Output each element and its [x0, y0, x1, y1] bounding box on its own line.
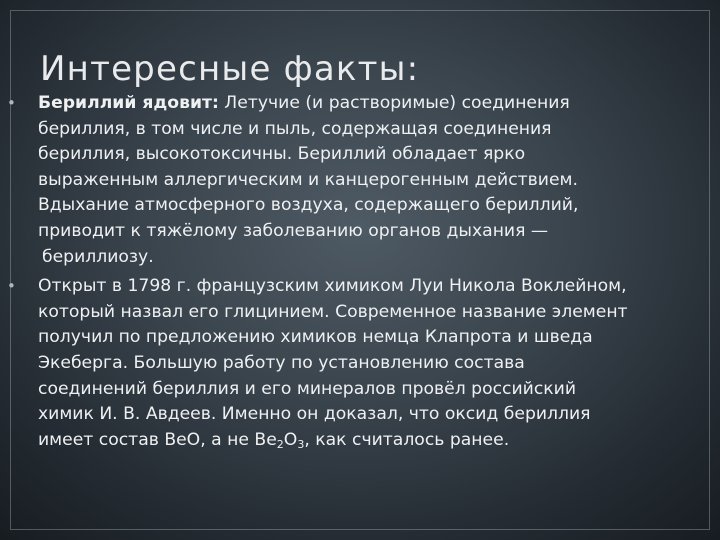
formula-subscript: 3	[297, 437, 305, 451]
formula-prefix: имеет состав BeO, а не Be	[38, 429, 277, 450]
bullet-line: приводит к тяжёлому заболеванию органов дыхания —	[38, 220, 549, 241]
bullet-item-discovery-history	[7, 274, 718, 453]
bullet-line: соединений бериллия и его минералов провёл российский	[38, 378, 576, 399]
bullet-icon: •	[7, 277, 16, 296]
bullet-line-formula	[38, 428, 718, 454]
bullet-line: бериллия, в том числе и пыль, содержащая соединения	[38, 118, 552, 139]
bullet-line: бериллиозу.	[42, 246, 154, 267]
bullet-list	[7, 91, 718, 457]
bullet-line: который назвал его глицинием. Современное название элемент	[38, 301, 628, 322]
bullet-line: Открыт в 1798 г. французским химиком Луи Никола Воклейном,	[38, 276, 627, 297]
bullet-line	[38, 91, 718, 117]
bullet-line: бериллия, высокотоксичны. Бериллий обладает ярко	[38, 144, 526, 165]
bullet-line: выраженным аллергическим и канцерогенным действием.	[38, 169, 578, 190]
formula-subscript: 2	[276, 437, 284, 451]
bullet-lead: Бериллий ядовит:	[38, 93, 219, 113]
slide-title: Интересные факты:	[40, 49, 420, 89]
bullet-text: Летучие (и растворимые) соединения	[218, 93, 570, 113]
formula-suffix: , как считалось ранее.	[304, 429, 510, 450]
bullet-line: Экеберга. Большую работу по установлению состава	[38, 352, 525, 373]
bullet-line: химик И. В. Авдеев. Именно он доказал, что оксид бериллия	[38, 404, 591, 425]
bullet-icon: •	[7, 94, 16, 112]
bullet-item-beryllium-toxicity	[7, 91, 718, 270]
bullet-line: получил по предложению химиков немца Клапрота и шведа	[38, 327, 593, 348]
bullet-line: Вдыхание атмосферного воздуха, содержащего бериллий,	[38, 195, 579, 216]
formula-middle: O	[283, 429, 298, 450]
